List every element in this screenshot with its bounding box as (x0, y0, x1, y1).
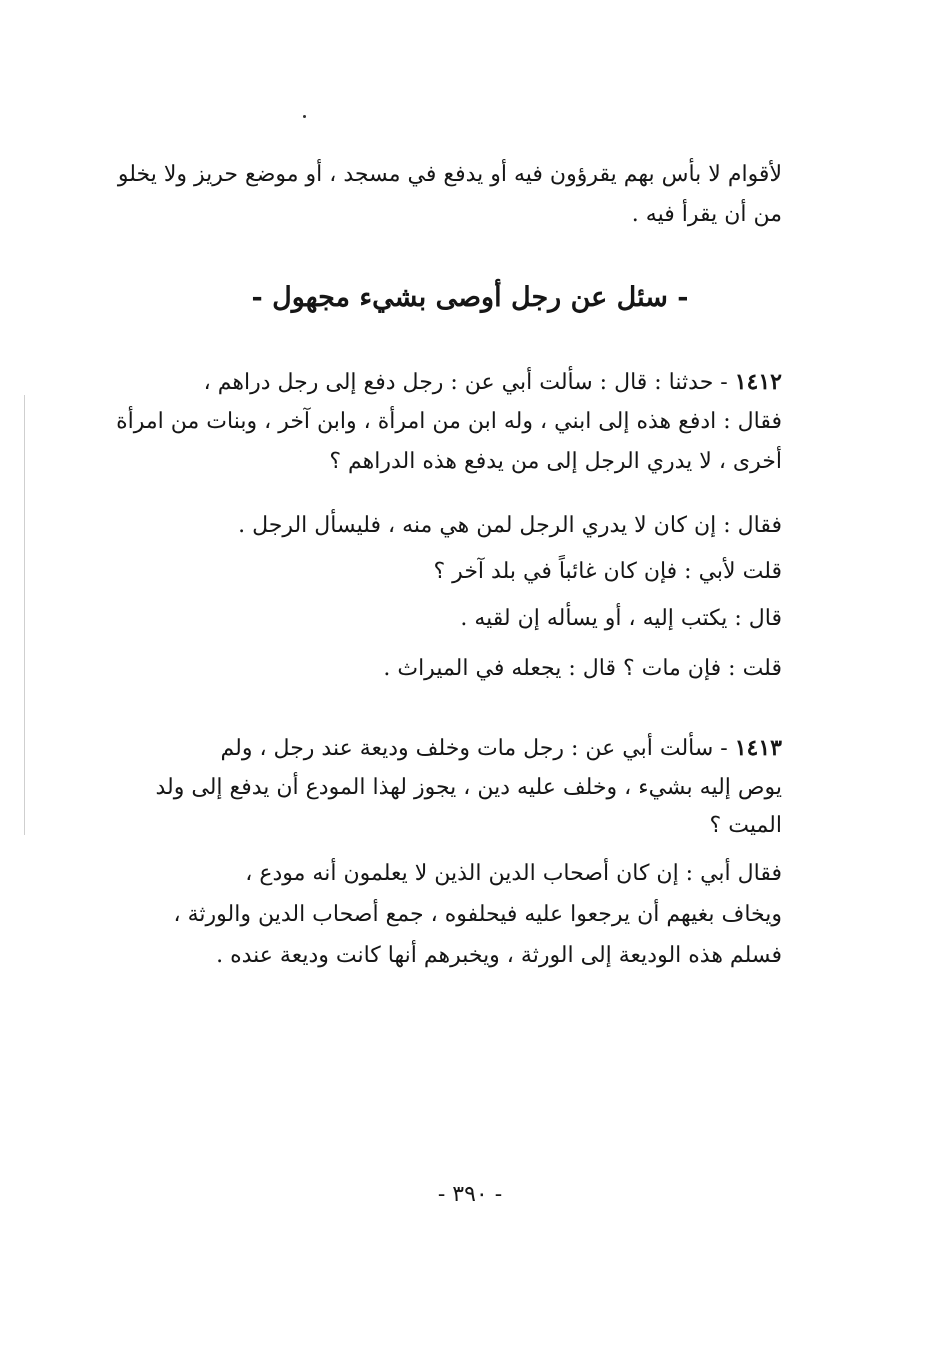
entry-1413-answer-line-1: فقال أبي : إن كان أصحاب الدين الذين لا يعلمون أنه مودع ، (245, 861, 782, 886)
page-number: - ٣٩٠ - (437, 1182, 503, 1207)
entry-1412-answer-3: قال : يكتب إليه ، أو يسأله إن لقيه . (460, 606, 782, 631)
entry-1413-line-2: يوص إليه بشيء ، وخلف عليه دين ، يجوز لهذا المودع أن يدفع إلى ولد (155, 775, 782, 800)
intro-line-2: من أن يقرأ فيه . (631, 202, 782, 227)
entry-1413-answer-line-2: ويخاف بغيهم أن يرجعوا عليه فيحلفوه ، جمع أصحاب الدين والورثة ، (173, 902, 782, 927)
entry-1412-line-1-text: - حدثنا : قال : سألت أبي عن : رجل دفع إلى رجل دراهم ، (203, 370, 728, 395)
ink-speck (303, 115, 306, 118)
entry-1413-answer-line-3: فسلم هذه الوديعة إلى الورثة ، ويخبرهم أنها كانت وديعة عنده . (216, 943, 782, 968)
entry-1413-line-3: الميت ؟ (709, 813, 782, 838)
entry-1413-line-1 (220, 733, 782, 764)
entry-1412-line-3: أخرى ، لا يدري الرجل إلى من يدفع هذه الدراهم ؟ (329, 449, 782, 474)
entry-1412-line-2: فقال : ادفع هذه إلى ابني ، وله ابن من امرأة ، وابن آخر ، وبنات من امرأة (116, 409, 782, 434)
entry-1412-line-1 (204, 367, 782, 398)
entry-1412-number: ١٤١٢ (734, 369, 782, 395)
entry-1412-answer-2: قلت لأبي : فإن كان غائباً في بلد آخر ؟ (433, 559, 782, 584)
intro-line-1: لأقوام لا بأس بهم يقرؤون فيه أو يدفع في مسجد ، أو موضع حريز ولا يخلو (117, 162, 782, 187)
entry-1412-answer-1: فقال : إن كان لا يدري الرجل لمن هي منه ، فليسأل الرجل . (238, 513, 782, 538)
entry-1413-line-1-text: - سألت أبي عن : رجل مات وخلف وديعة عند رجل ، ولم (220, 736, 728, 761)
entry-1413-number: ١٤١٣ (734, 735, 782, 761)
scan-margin-line (24, 395, 25, 835)
entry-1412-answer-4: قلت : فإن مات ؟ قال : يجعله في الميراث . (383, 656, 782, 681)
section-heading: - سئل عن رجل أوصى بشيء مجهول - (251, 282, 689, 313)
